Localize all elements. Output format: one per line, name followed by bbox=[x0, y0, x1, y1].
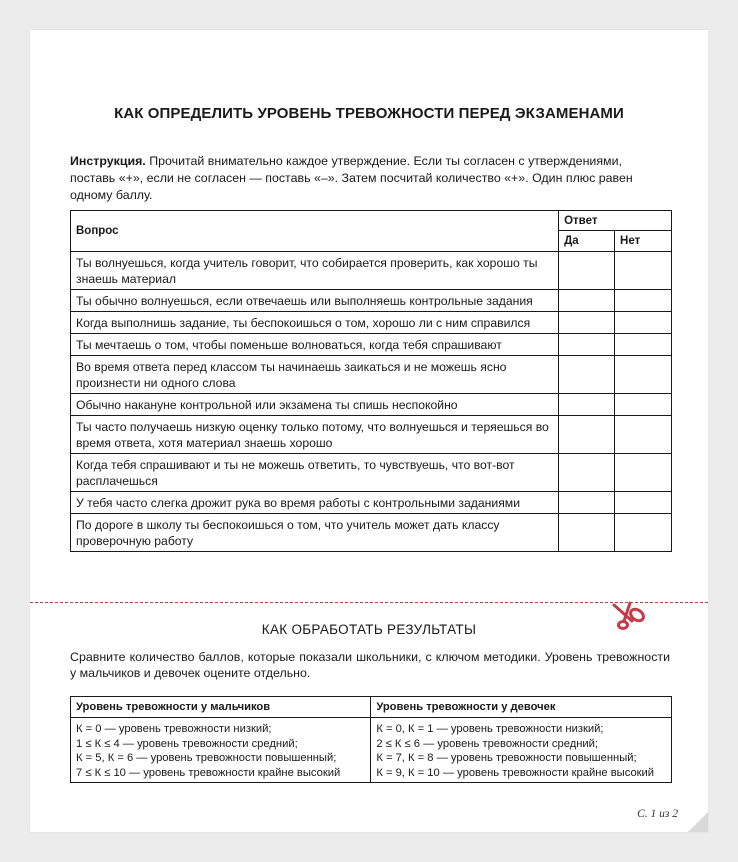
question-text: Когда тебя спрашивают и ты не можешь ответить, то чувствуешь, что вот-вот расплачешься bbox=[71, 454, 559, 492]
table-row bbox=[71, 416, 672, 454]
girls-key-line: К = 9, К = 10 — уровень тревожности крайне высокий bbox=[376, 766, 655, 779]
key-table bbox=[70, 696, 672, 783]
boys-key-line: 1 ≤ К ≤ 4 — уровень тревожности средний; bbox=[76, 737, 298, 750]
boys-key-line: К = 0 — уровень тревожности низкий; bbox=[76, 723, 272, 735]
question-text: Ты обычно волнуешься, если отвечаешь или выполняешь контрольные задания bbox=[71, 290, 559, 312]
results-title: КАК ОБРАБОТАТЬ РЕЗУЛЬТАТЫ bbox=[261, 622, 477, 637]
answer-yes-cell[interactable] bbox=[559, 492, 615, 514]
boys-header: Уровень тревожности у мальчиков bbox=[71, 697, 371, 718]
boys-key-line: К = 5, К = 6 — уровень тревожности повышенный; bbox=[76, 752, 337, 764]
table-row bbox=[71, 312, 672, 334]
answer-no-cell[interactable] bbox=[615, 290, 672, 312]
answer-yes-cell[interactable] bbox=[559, 416, 615, 454]
document-page bbox=[30, 30, 708, 832]
table-row bbox=[71, 718, 672, 783]
question-text: По дороге в школу ты беспокоишься о том, что учитель может дать классу проверочную работу bbox=[71, 514, 559, 552]
answer-yes-cell[interactable] bbox=[559, 334, 615, 356]
instruction-text: Прочитай внимательно каждое утверждение. Если ты согласен с утверждениями, поставь «+», если не согласен — поставь «–». Затем посчитай количество «+». Один плюс равен одному баллу. bbox=[70, 154, 633, 202]
answer-no-cell[interactable] bbox=[615, 334, 672, 356]
answer-yes-cell[interactable] bbox=[559, 290, 615, 312]
table-row bbox=[71, 394, 672, 416]
question-text: Во время ответа перед классом ты начинаешь заикаться и не можешь ясно произнести ни одного слова bbox=[71, 356, 559, 394]
header-yes: Да bbox=[559, 231, 615, 252]
girls-key-line: К = 7, К = 8 — уровень тревожности повышенный; bbox=[376, 752, 637, 764]
girls-key-line: К = 0, К = 1 — уровень тревожности низкий; bbox=[376, 723, 604, 735]
question-text: Обычно накануне контрольной или экзамена ты спишь неспокойно bbox=[71, 394, 559, 416]
page-corner-fold bbox=[688, 812, 708, 832]
table-row bbox=[71, 252, 672, 290]
instruction-label: Инструкция. bbox=[70, 154, 146, 168]
answer-no-cell[interactable] bbox=[615, 514, 672, 552]
question-text: Когда выполнишь задание, ты беспокоишься о том, хорошо ли с ним справился bbox=[71, 312, 559, 334]
page-title: КАК ОПРЕДЕЛИТЬ УРОВЕНЬ ТРЕВОЖНОСТИ ПЕРЕД ЭКЗАМЕНАМИ bbox=[114, 105, 624, 122]
boys-key-cell bbox=[71, 718, 371, 783]
table-row bbox=[71, 290, 672, 312]
table-row bbox=[71, 492, 672, 514]
page-number: С. 1 из 2 bbox=[637, 808, 678, 820]
table-row bbox=[71, 334, 672, 356]
header-answer: Ответ bbox=[559, 211, 672, 231]
questions-table bbox=[70, 210, 672, 552]
cut-line bbox=[30, 602, 708, 603]
boys-key-line: 7 ≤ К ≤ 10 — уровень тревожности крайне высокий bbox=[76, 766, 341, 779]
answer-no-cell[interactable] bbox=[615, 394, 672, 416]
answer-yes-cell[interactable] bbox=[559, 356, 615, 394]
instruction-paragraph bbox=[70, 153, 670, 204]
answer-yes-cell[interactable] bbox=[559, 312, 615, 334]
header-question: Вопрос bbox=[71, 211, 559, 252]
answer-yes-cell[interactable] bbox=[559, 252, 615, 290]
girls-header: Уровень тревожности у девочек bbox=[371, 697, 672, 718]
table-row bbox=[71, 514, 672, 552]
answer-no-cell[interactable] bbox=[615, 416, 672, 454]
table-row bbox=[71, 454, 672, 492]
question-text: Ты часто получаешь низкую оценку только потому, что волнуешься и теряешься во время ответа, хотя материал знаешь хорошо bbox=[71, 416, 559, 454]
answer-yes-cell[interactable] bbox=[559, 514, 615, 552]
answer-no-cell[interactable] bbox=[615, 252, 672, 290]
question-text: Ты волнуешься, когда учитель говорит, что собирается проверить, как хорошо ты знаешь материал bbox=[71, 252, 559, 290]
question-text: У тебя часто слегка дрожит рука во время работы с контрольными заданиями bbox=[71, 492, 559, 514]
answer-yes-cell[interactable] bbox=[559, 454, 615, 492]
girls-key-line: 2 ≤ К ≤ 6 — уровень тревожности средний; bbox=[376, 737, 599, 750]
header-no: Нет bbox=[615, 231, 672, 252]
answer-yes-cell[interactable] bbox=[559, 394, 615, 416]
question-text: Ты мечтаешь о том, чтобы поменьше волноваться, когда тебя спрашивают bbox=[71, 334, 559, 356]
results-text: Сравните количество баллов, которые показали школьники, с ключом методики. Уровень тревожности у мальчиков и девочек оцените отдельно. bbox=[70, 650, 670, 680]
table-row bbox=[71, 356, 672, 394]
answer-no-cell[interactable] bbox=[615, 492, 672, 514]
answer-no-cell[interactable] bbox=[615, 312, 672, 334]
girls-key-cell bbox=[371, 718, 672, 783]
answer-no-cell[interactable] bbox=[615, 356, 672, 394]
answer-no-cell[interactable] bbox=[615, 454, 672, 492]
